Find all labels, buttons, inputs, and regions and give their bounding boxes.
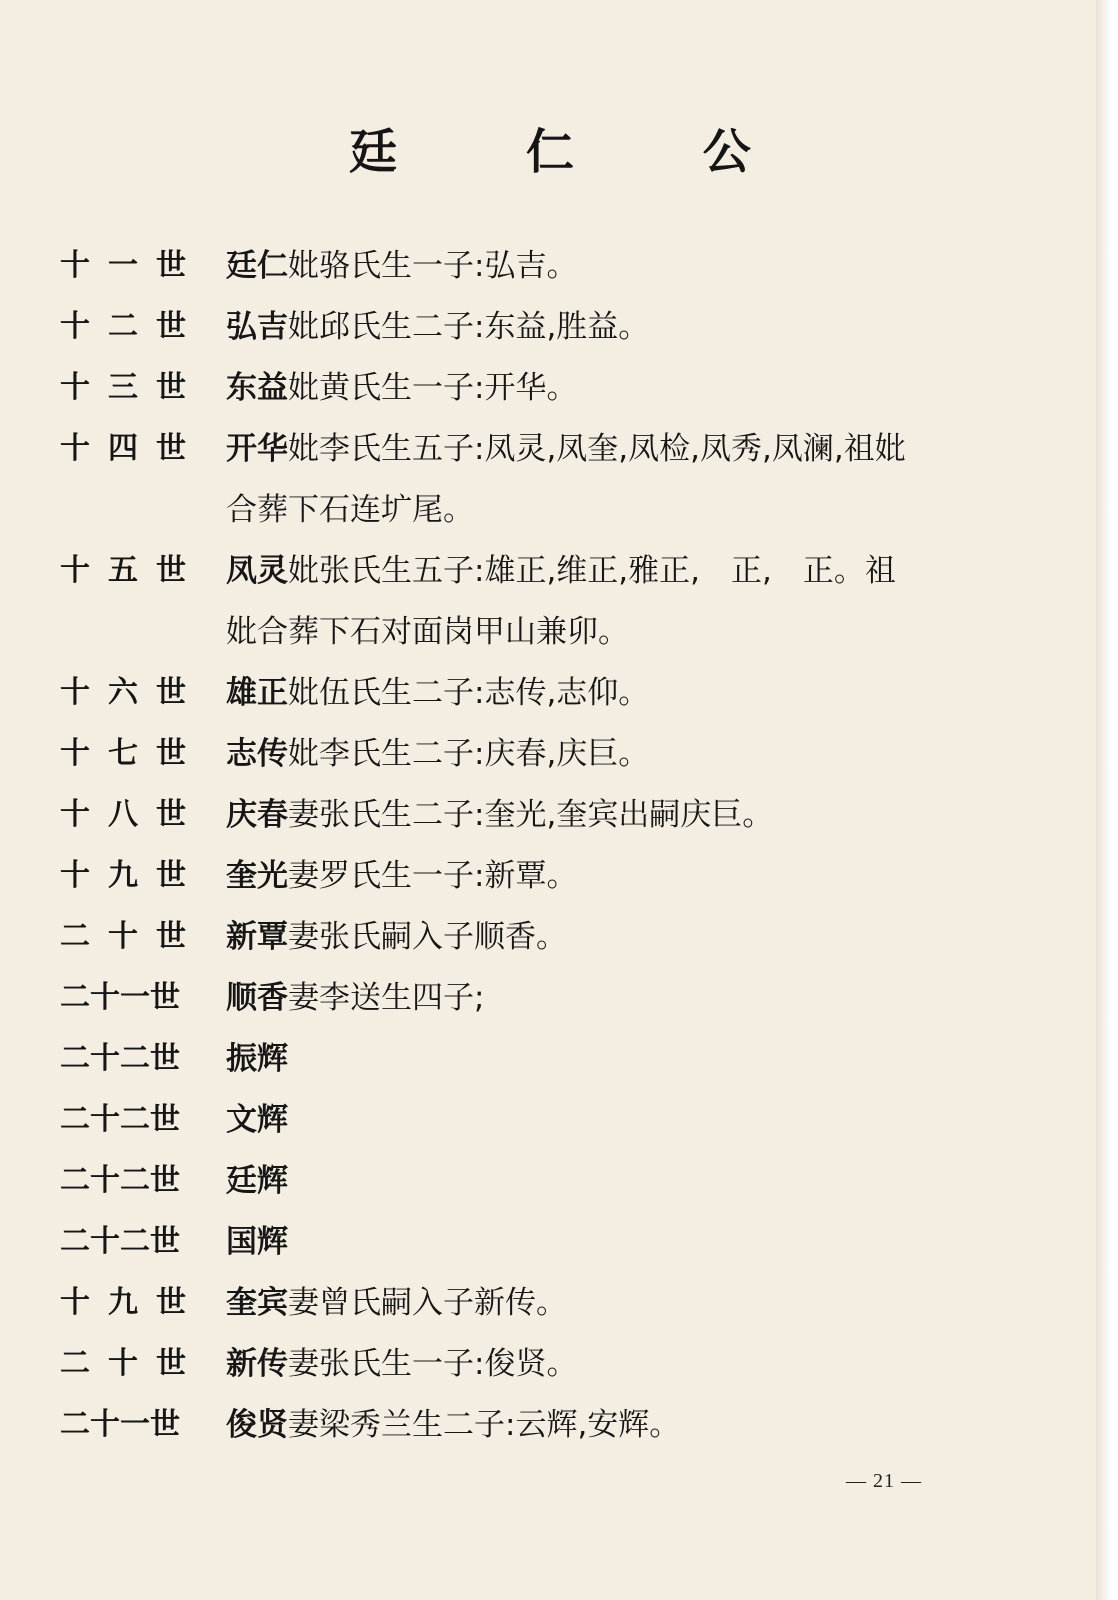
- generation-label: 二十一世: [60, 980, 180, 1015]
- ancestor-name: 奎光: [226, 858, 288, 894]
- genealogy-row: [60, 1161, 1000, 1201]
- genealogy-list: [60, 246, 1000, 1466]
- generation-entry: [226, 1283, 1000, 1323]
- ancestor-name: 廷仁: [226, 248, 288, 284]
- genealogy-row: [60, 917, 1000, 957]
- ancestor-name: 庆春: [226, 797, 288, 833]
- generation-entry: [226, 551, 1000, 652]
- page-edge: [1096, 0, 1118, 1600]
- genealogy-row: [60, 1039, 1000, 1079]
- genealogy-row: [60, 1100, 1000, 1140]
- entry-text: 妣骆氏生一子:弘吉。: [288, 248, 578, 284]
- generation-label: 十九世: [60, 1285, 204, 1320]
- generation-entry: [226, 734, 1000, 774]
- page-number: — 21 —: [846, 1470, 922, 1492]
- genealogy-row: [60, 307, 1000, 347]
- genealogy-row: [60, 1283, 1000, 1323]
- ancestor-name: 开华: [226, 431, 288, 467]
- page-title: 廷 仁 公: [349, 124, 807, 180]
- generation-label: 二十世: [60, 919, 204, 954]
- genealogy-row: [60, 734, 1000, 774]
- generation-label: 十七世: [60, 736, 204, 771]
- generation-label: 二十一世: [60, 1407, 180, 1442]
- genealogy-row: [60, 673, 1000, 713]
- generation-label: 十九世: [60, 858, 204, 893]
- entry-continuation: 合葬下石连圹尾。: [226, 492, 474, 528]
- genealogy-row: [60, 1405, 1000, 1445]
- ancestor-name: 志传: [226, 736, 288, 772]
- genealogy-row: [60, 795, 1000, 835]
- entry-text: 妻张氏生二子:奎光,奎宾出嗣庆巨。: [288, 797, 774, 833]
- entry-text: 妣伍氏生二子:志传,志仰。: [288, 675, 650, 711]
- ancestor-name: 雄正: [226, 675, 288, 711]
- genealogy-row: [60, 429, 1000, 530]
- ancestor-name: 文辉: [226, 1102, 288, 1138]
- generation-label: 十四世: [60, 431, 204, 466]
- generation-entry: [226, 1405, 1000, 1445]
- generation-entry: [226, 856, 1000, 896]
- generation-entry: [226, 1100, 1000, 1140]
- entry-text: 妻李送生四子;: [288, 980, 485, 1016]
- entry-text: 妣李氏生五子:凤灵,凤奎,凤检,凤秀,凤澜,祖妣: [288, 431, 906, 467]
- ancestor-name: 弘吉: [226, 309, 288, 345]
- generation-entry: [226, 1344, 1000, 1384]
- generation-entry: [226, 795, 1000, 835]
- generation-entry: [226, 246, 1000, 286]
- ancestor-name: 凤灵: [226, 553, 288, 589]
- entry-text: 妻张氏生一子:俊贤。: [288, 1346, 578, 1382]
- entry-continuation: 妣合葬下石对面岗甲山兼卯。: [226, 614, 629, 650]
- entry-text: 妻张氏嗣入子顺香。: [288, 919, 567, 955]
- generation-label: 十五世: [60, 553, 204, 588]
- ancestor-name: 俊贤: [226, 1407, 288, 1443]
- genealogy-row: [60, 368, 1000, 408]
- genealogy-row: [60, 551, 1000, 652]
- generation-entry: [226, 1039, 1000, 1079]
- ancestor-name: 振辉: [226, 1041, 288, 1077]
- genealogy-row: [60, 1222, 1000, 1262]
- generation-entry: [226, 1161, 1000, 1201]
- generation-entry: [226, 307, 1000, 347]
- genealogy-row: [60, 856, 1000, 896]
- entry-text: 妣李氏生二子:庆春,庆巨。: [288, 736, 650, 772]
- generation-label: 二十二世: [60, 1163, 180, 1198]
- ancestor-name: 东益: [226, 370, 288, 406]
- generation-label: 十八世: [60, 797, 204, 832]
- generation-label: 十三世: [60, 370, 204, 405]
- ancestor-name: 国辉: [226, 1224, 288, 1260]
- ancestor-name: 顺香: [226, 980, 288, 1016]
- ancestor-name: 奎宾: [226, 1285, 288, 1321]
- generation-entry: [226, 429, 1000, 530]
- entry-text: 妣张氏生五子:雄正,维正,雅正, 正, 正。祖: [288, 553, 896, 589]
- generation-entry: [226, 368, 1000, 408]
- generation-entry: [226, 978, 1000, 1018]
- genealogy-row: [60, 978, 1000, 1018]
- genealogy-row: [60, 1344, 1000, 1384]
- generation-entry: [226, 1222, 1000, 1262]
- generation-label: 十一世: [60, 248, 204, 283]
- generation-entry: [226, 673, 1000, 713]
- ancestor-name: 廷辉: [226, 1163, 288, 1199]
- generation-label: 二十二世: [60, 1041, 180, 1076]
- generation-entry: [226, 917, 1000, 957]
- entry-text: 妣黄氏生一子:开华。: [288, 370, 578, 406]
- generation-label: 十六世: [60, 675, 204, 710]
- entry-text: 妣邱氏生二子:东益,胜益。: [288, 309, 650, 345]
- ancestor-name: 新传: [226, 1346, 288, 1382]
- generation-label: 二十二世: [60, 1102, 180, 1137]
- entry-text: 妻罗氏生一子:新覃。: [288, 858, 578, 894]
- generation-label: 十二世: [60, 309, 204, 344]
- generation-label: 二十二世: [60, 1224, 180, 1259]
- generation-label: 二十世: [60, 1346, 204, 1381]
- ancestor-name: 新覃: [226, 919, 288, 955]
- entry-text: 妻梁秀兰生二子:云辉,安辉。: [288, 1407, 681, 1443]
- entry-text: 妻曾氏嗣入子新传。: [288, 1285, 567, 1321]
- genealogy-row: [60, 246, 1000, 286]
